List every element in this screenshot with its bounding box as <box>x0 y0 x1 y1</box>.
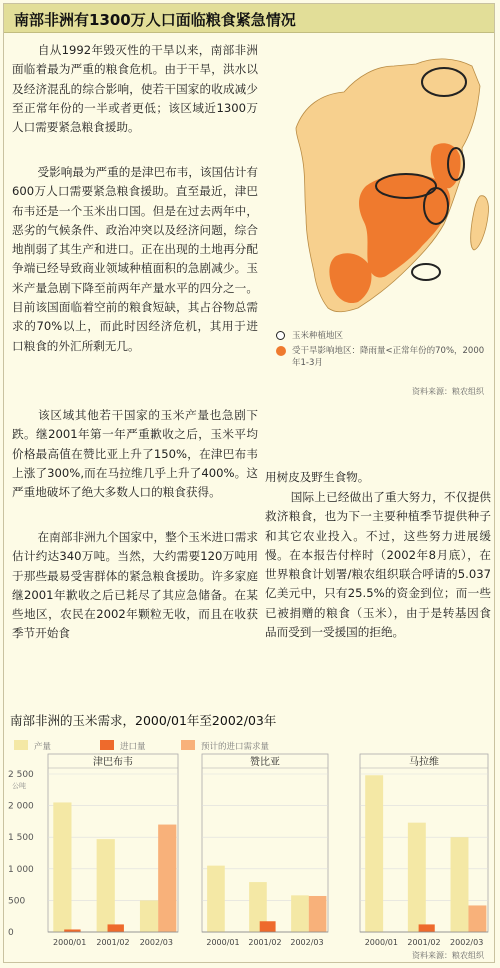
x-tick-label: 2002/03 <box>290 938 324 947</box>
bar-projected-imports <box>468 905 486 932</box>
chart-source: 资料来源：粮农组织 <box>412 951 484 960</box>
x-tick-label: 2002/03 <box>139 938 173 947</box>
x-tick-label: 2000/01 <box>364 938 398 947</box>
y-axis-unit: 公吨 <box>12 782 26 790</box>
y-tick-label: 1 500 <box>8 833 34 844</box>
legend-affected <box>276 345 490 369</box>
legend-swatch-imports <box>100 740 114 750</box>
title-bar <box>4 4 494 33</box>
x-tick-label: 2002/03 <box>450 938 484 947</box>
southern-africa-map <box>266 36 492 326</box>
x-tick-label: 2000/01 <box>206 938 240 947</box>
bar-imports <box>260 921 276 932</box>
bar-production <box>291 895 309 932</box>
map-source: 资料来源：粮农组织 <box>412 387 484 396</box>
bar-production <box>408 823 426 932</box>
legend-swatch-production <box>14 740 28 750</box>
y-tick-label: 2 000 <box>8 801 34 812</box>
bar-imports <box>108 924 124 932</box>
bar-production <box>451 837 469 932</box>
chart-title: 南部非洲的玉米需求，2000/01年至2002/03年 <box>10 713 277 728</box>
paragraph-1-text: 自从1992年毁灭性的干旱以来，南部非洲面临着最为严重的粮食危机。由于干旱，洪水以及经济混乱的综合影响，使若干国家的收成减少至正常年份的一半或者更低；该区域近1300万人口需要紧急粮食援助。 <box>12 43 258 135</box>
x-tick-label: 2001/02 <box>248 938 282 947</box>
paragraph-3-text: 该区域其他若干国家的玉米产量也急剧下跌。继2001年第一年严重歉收之后，玉米平均价格最高值在赞比亚上升了150%，在津巴布韦上涨了300%,而在马拉维几乎上升了400%。这严重地破坏了绝大多数人口的粮食获得。 <box>12 408 258 500</box>
y-tick-label: 0 <box>8 928 14 938</box>
legend-growing-label: 玉米种植地区 <box>292 331 344 341</box>
paragraph-4-text: 在南部非洲九个国家中，整个玉米进口需求估计约达340万吨。当然，大约需要120万吨用于那些最易受害群体的紧急粮食援助。许多家庭继2001年歉收之后已耗尽了其应急储备。在某些地区，农民在2002年颗粒无收，而且在收获季节开始食 <box>12 530 258 641</box>
x-tick-label: 2000/01 <box>53 938 87 947</box>
y-tick-label: 2 500 <box>8 770 34 780</box>
page-title: 南部非洲有1300万人口面临粮食紧急情况 <box>14 11 296 29</box>
paragraph-6 <box>265 488 491 642</box>
bar-projected-imports <box>158 825 176 932</box>
legend-label-imports: 进口量 <box>120 742 146 752</box>
paragraph-3 <box>12 406 258 502</box>
x-tick-label: 2001/02 <box>96 938 130 947</box>
legend-affected-label: 受干旱影响地区：降雨量<正常年份的70%，2000年1-3月 <box>292 346 485 368</box>
map-svg <box>266 36 492 326</box>
map-growing-area-5 <box>412 264 440 280</box>
legend-growing <box>276 330 490 342</box>
bar-production <box>97 839 115 932</box>
bar-imports <box>419 924 435 932</box>
paragraph-4 <box>12 528 258 644</box>
bar-production <box>207 866 225 932</box>
paragraph-2-text: 受影响最为严重的是津巴布韦，该国估计有600万人口需要紧急粮食援助。直至最近，津巴布韦还是一个玉米出口国。但是在过去两年中，恶劣的气候条件、政治冲突以及经济问题，综合地削弱了其生产和进口。正在出现的土地再分配争端已经导致商业领域种植面积的急剧减少。玉米产量急剧下降至前两年产量水平的四分之一。目前该国面临着空前的粮食短缺，其占谷物总需求的70%以上，而此时因经济危机，其用于进口粮食的外汇所剩无几。 <box>12 165 258 353</box>
paragraph-5 <box>265 468 491 487</box>
bar-production <box>140 900 158 932</box>
maize-demand-chart <box>0 750 500 950</box>
paragraph-1 <box>12 41 258 137</box>
chart-panel-title: 赞比亚 <box>250 757 280 768</box>
bar-production <box>365 775 383 932</box>
paragraph-6-text: 国际上已经做出了重大努力，不仅提供救济粮食，也为下一主要种植季节提供种子和其它农业投入。不过，这些努力进展缓慢。在本报告付梓时（2002年8月底），在世界粮食计划署/粮农组织联合呼请的5.037亿美元中，只有25.5%的资金到位；而一些已被捐赠的粮食（玉米），由于是转基因食品而受到一受援国的拒绝。 <box>265 490 491 640</box>
legend-ring-icon <box>276 331 285 340</box>
paragraph-2 <box>12 163 258 356</box>
chart-panel-title: 马拉维 <box>409 757 439 768</box>
paragraph-5-text: 用树皮及野生食物。 <box>265 470 370 484</box>
chart-panel-title: 津巴布韦 <box>93 757 133 768</box>
legend-swatch-projected <box>181 740 195 750</box>
y-tick-label: 500 <box>8 896 26 907</box>
map-madagascar <box>471 196 489 250</box>
map-legend <box>276 330 490 372</box>
legend-dot-icon <box>276 346 286 356</box>
x-tick-label: 2001/02 <box>407 938 441 947</box>
map-affected-central <box>359 174 450 277</box>
y-tick-label: 1 000 <box>8 864 34 875</box>
legend-label-production: 产量 <box>34 742 52 752</box>
bar-projected-imports <box>309 896 327 932</box>
bar-production <box>53 802 71 932</box>
legend-label-projected: 预计的进口需求量 <box>201 742 270 752</box>
